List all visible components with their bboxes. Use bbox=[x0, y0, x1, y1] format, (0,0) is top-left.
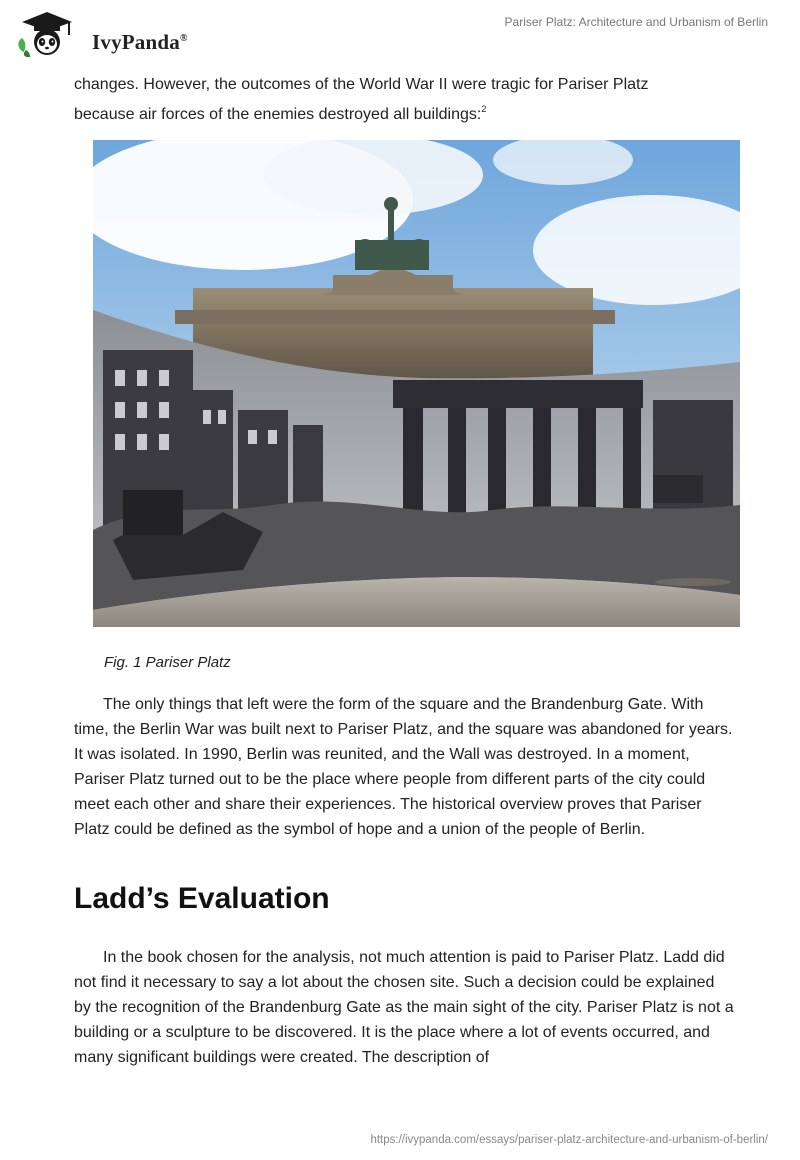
intro-line-1: changes. However, the outcomes of the World War II were tragic for Pariser Platz bbox=[74, 76, 649, 93]
ivypanda-logo[interactable] bbox=[14, 8, 194, 58]
figure-caption: Fig. 1 Pariser Platz bbox=[104, 654, 231, 671]
section-heading: Ladd’s Evaluation bbox=[74, 882, 330, 915]
intro-line-2: because air forces of the enemies destroyed all buildings: bbox=[74, 106, 482, 124]
intro-paragraph bbox=[74, 72, 734, 127]
paragraph-block-2 bbox=[74, 945, 734, 1070]
running-title: Pariser Platz: Architecture and Urbanism of Berlin bbox=[504, 15, 768, 29]
body-paragraph-1: The only things that left were the form of the square and the Brandenburg Gate. With time, the Berlin War was built next to Pariser Platz, and the square was abandoned for years. It was isolated. In 1990, Berlin was reunited, and the Wall was destroyed. In a moment, Pariser Platz turned out to be the place where people from different parts of the city could meet each other and share their experiences. The historical overview proves that Pariser Platz could be defined as the symbol of hope and a union of the people of Berlin. bbox=[74, 696, 733, 839]
footnote-marker[interactable]: 2 bbox=[481, 104, 487, 115]
paragraph-block-1 bbox=[74, 692, 734, 843]
panda-graduate-icon bbox=[14, 8, 84, 58]
page-header bbox=[0, 0, 800, 70]
brand-name: IvyPanda® bbox=[92, 30, 188, 54]
intro-text bbox=[74, 72, 734, 127]
pariser-platz-photo bbox=[93, 140, 740, 627]
source-url-link[interactable]: https://ivypanda.com/essays/pariser-platz-architecture-and-urbanism-of-berlin/ bbox=[370, 1134, 768, 1146]
body-paragraph-2: In the book chosen for the analysis, not much attention is paid to Pariser Platz. Ladd did not find it necessary to say a lot about the chosen site. Such a decision could be explained by the recognition of the Brandenburg Gate as the main sight of the city. Pariser Platz is not a building or a sculpture to be discovered. It is the place where a lot of events occurred, and many significant buildings were created. The description of bbox=[74, 949, 734, 1067]
